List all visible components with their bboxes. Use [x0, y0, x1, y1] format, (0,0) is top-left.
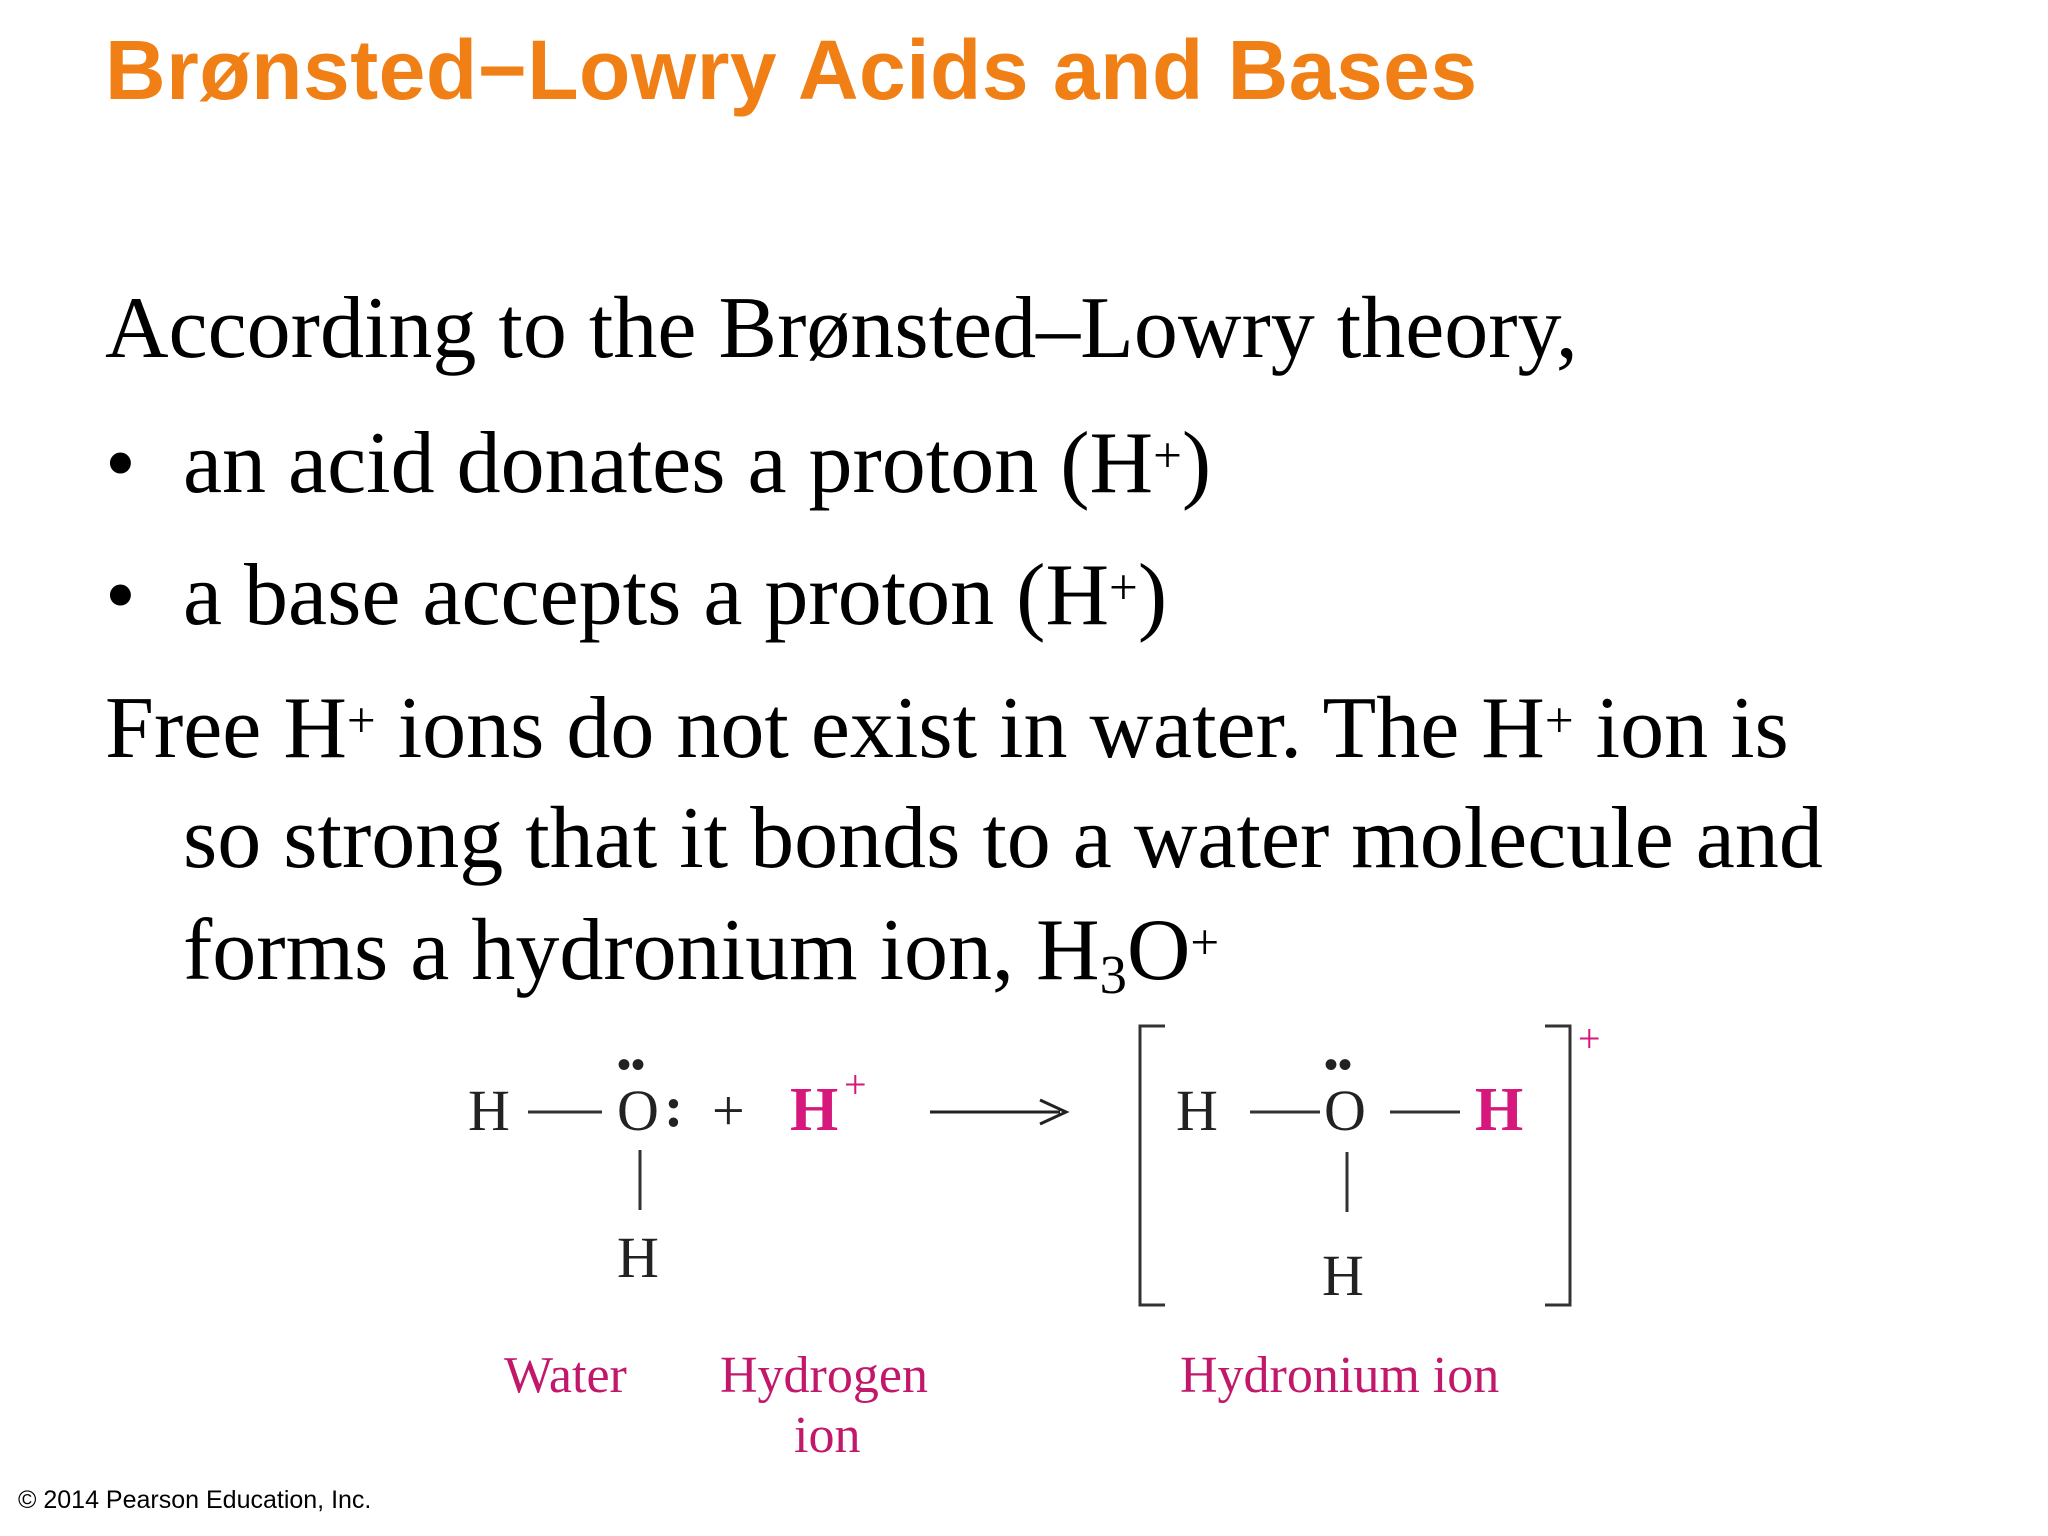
- para-text: Free H: [105, 680, 347, 777]
- hydronium-lone-pair: ••: [1324, 1042, 1353, 1087]
- para-text: so strong that it bonds to a water molecule and: [183, 790, 1823, 887]
- bullet-dot: •: [105, 415, 136, 512]
- copyright-footer: © 2014 Pearson Education, Inc.: [18, 1486, 372, 1514]
- caption-water: Water: [504, 1347, 627, 1404]
- hydronium-bottom-h: H: [1322, 1243, 1364, 1308]
- bullet-base-text: a base accepts a proton (H: [183, 547, 1110, 644]
- bullet-base-charge: +: [1109, 559, 1138, 616]
- bullet-acid-text: an acid donates a proton (H: [183, 415, 1154, 512]
- water-lone-pair-top: ••: [617, 1042, 646, 1087]
- proton-charge: +: [844, 1062, 867, 1107]
- para-text: O: [1126, 902, 1191, 999]
- bracket-left: [1140, 1026, 1165, 1305]
- bracket-right: [1545, 1026, 1570, 1305]
- water-left-h: H: [468, 1078, 510, 1143]
- water-lone-pair-right: :: [664, 1074, 684, 1139]
- para-charge: +: [1190, 914, 1220, 971]
- para-text: ions do not exist in water. The H: [375, 680, 1545, 777]
- caption-ion: ion: [794, 1407, 861, 1464]
- water-oxygen: O: [617, 1078, 659, 1143]
- hydronium-right-h: H: [1475, 1076, 1524, 1144]
- slide-title: Brønsted−Lowry Acids and Bases: [105, 23, 1478, 117]
- hydronium-oxygen: O: [1324, 1078, 1366, 1143]
- bullet-base-close: ): [1137, 547, 1168, 644]
- proton: H: [790, 1076, 839, 1144]
- plus-sign: +: [712, 1078, 745, 1143]
- hydronium-charge: +: [1578, 1016, 1601, 1061]
- para-charge: +: [346, 692, 376, 749]
- caption-hydrogen: Hydrogen: [720, 1347, 928, 1404]
- water-bottom-h: H: [617, 1225, 659, 1290]
- para-text: forms a hydronium ion, H: [183, 902, 1100, 999]
- bullet-acid-charge: +: [1153, 427, 1182, 484]
- bullet-acid-close: ): [1181, 415, 1212, 512]
- para-charge: +: [1544, 692, 1574, 749]
- para-text: ion is: [1573, 680, 1789, 777]
- intro-text: According to the Brønsted–Lowry theory,: [105, 280, 1578, 377]
- hydronium-left-h: H: [1176, 1078, 1218, 1143]
- para-subscript: 3: [1099, 943, 1127, 1005]
- caption-hydronium: Hydronium ion: [1180, 1347, 1500, 1404]
- bullet-dot: •: [105, 547, 136, 644]
